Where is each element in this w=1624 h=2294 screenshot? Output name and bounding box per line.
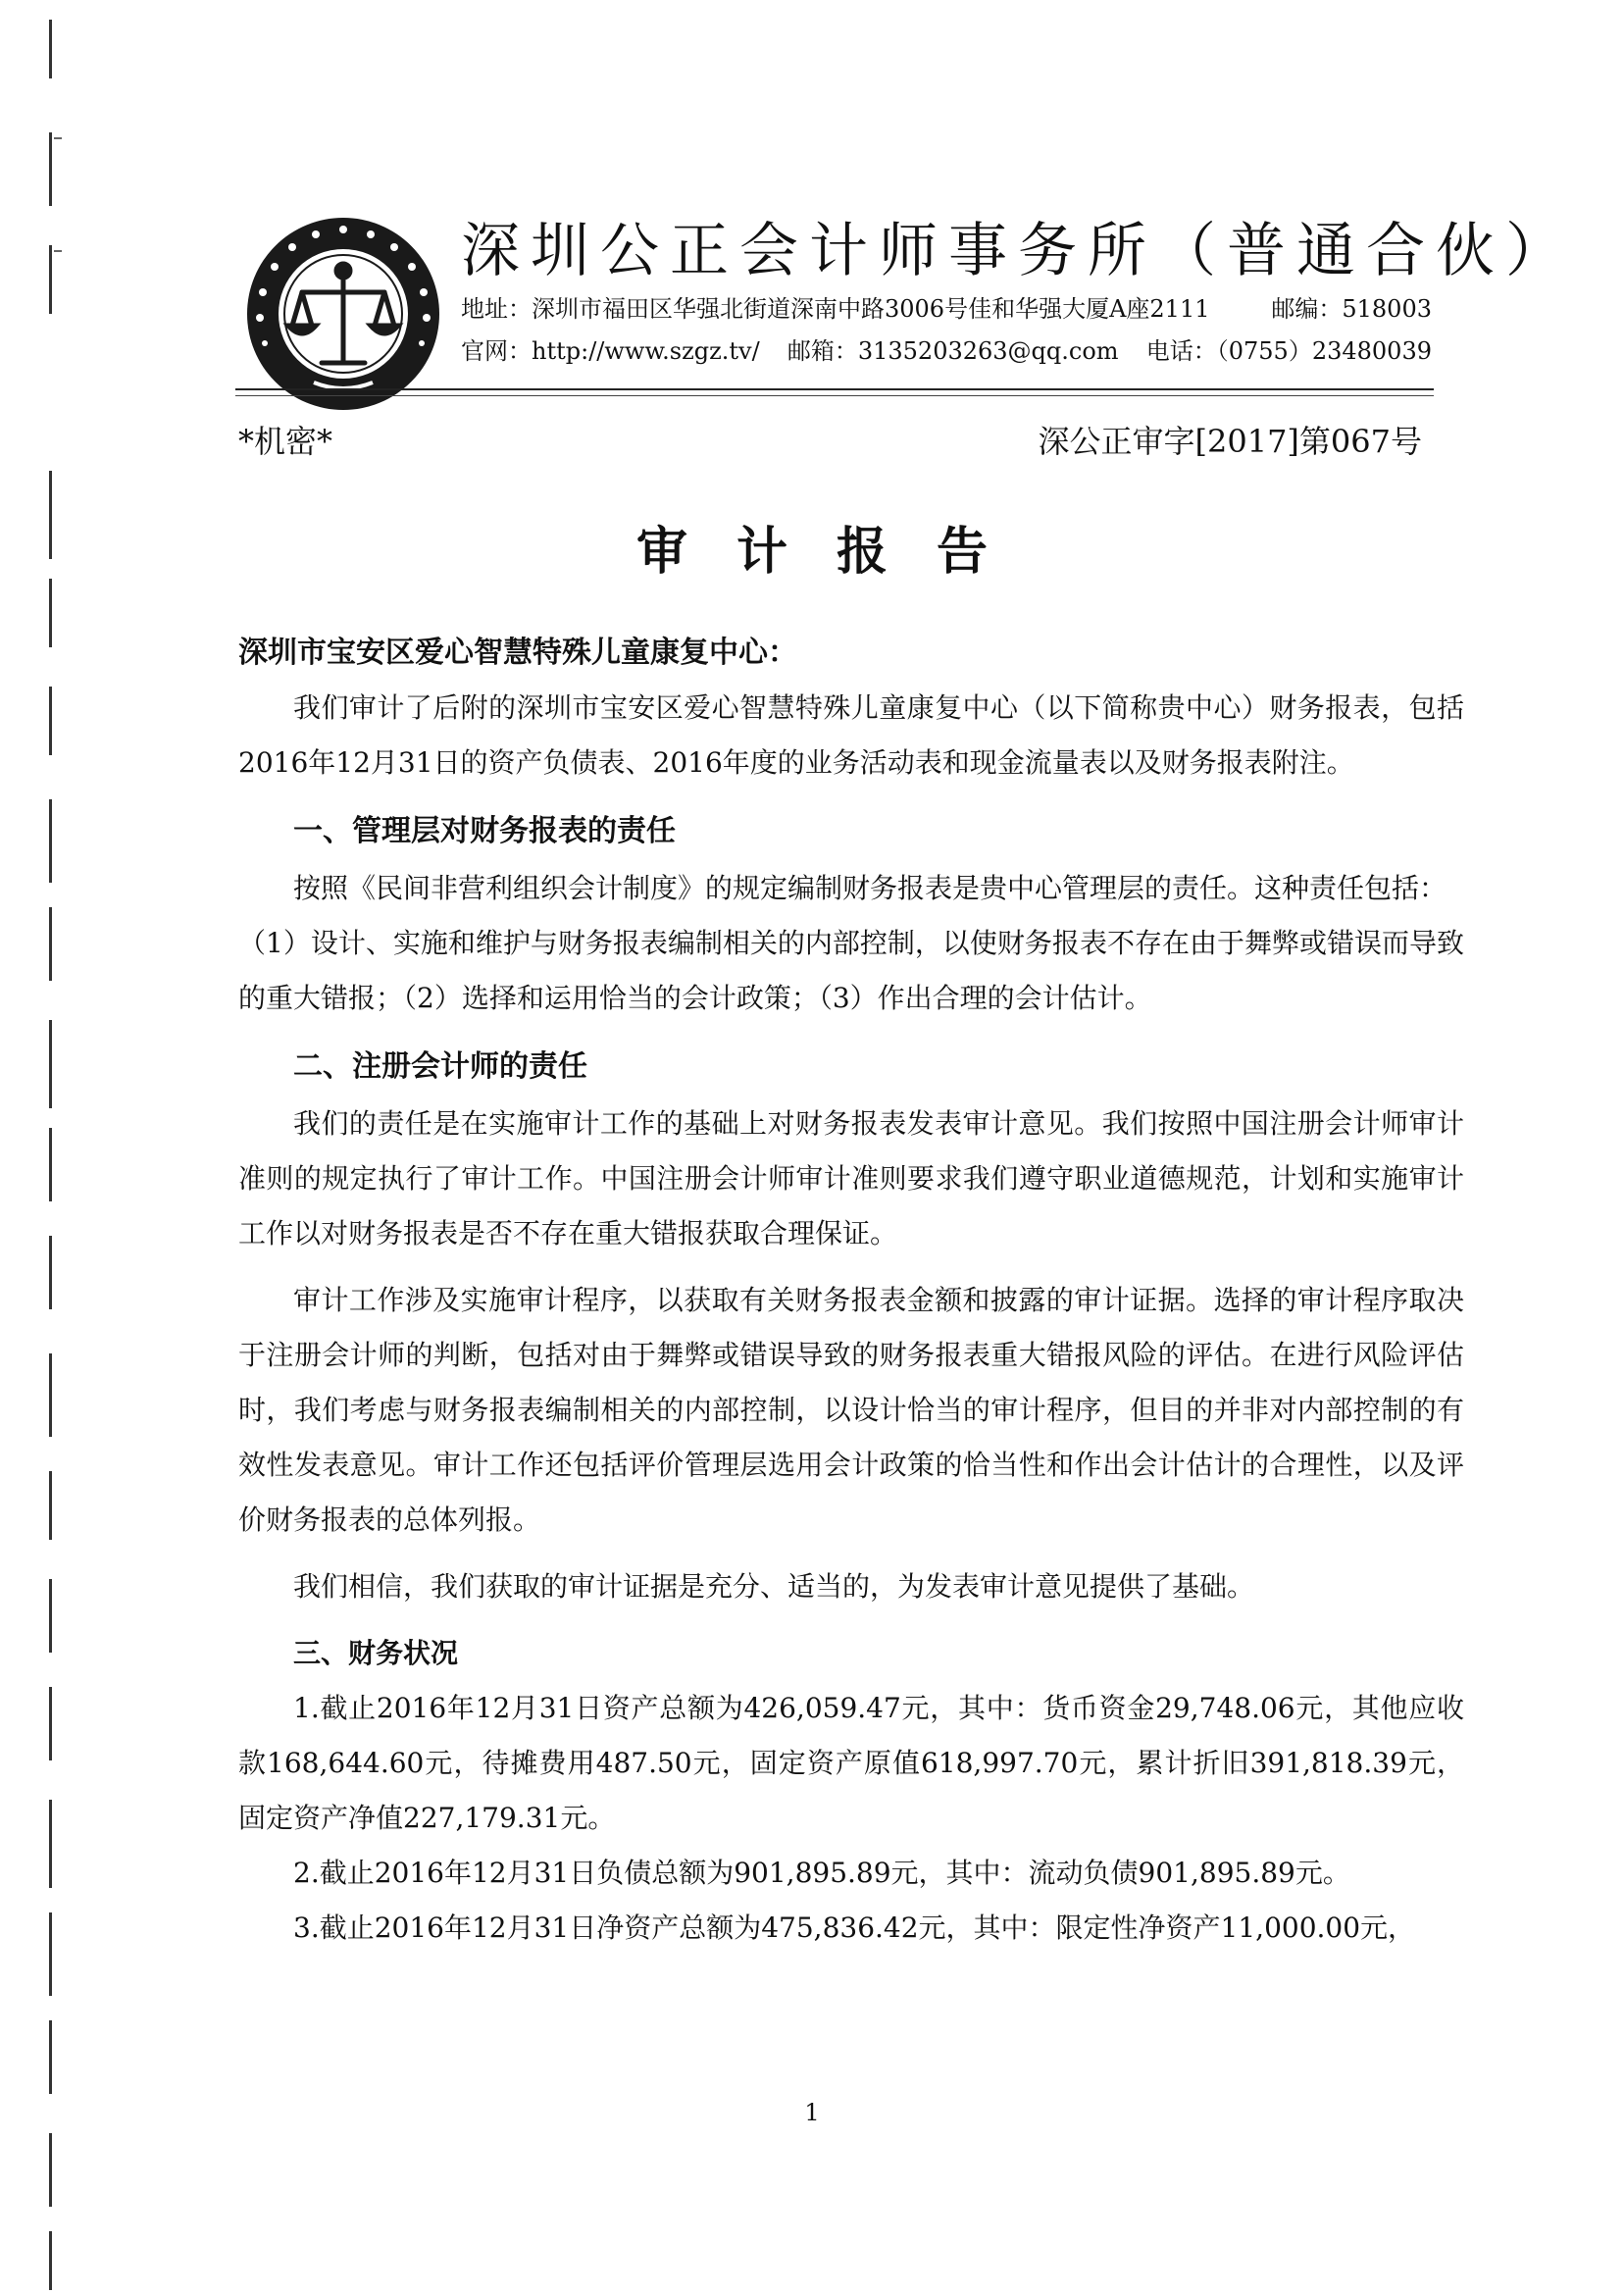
section-paragraph: 审计工作涉及实施审计程序，以获取有关财务报表金额和披露的审计证据。选择的审计程序取决于注册会计师的判断，包括对由于舞弊或错误导致的财务报表重大错报风险的评估。在进行风险评估时，我们考虑与财务报表编制相关的内部控制，以设计恰当的审计程序，但目的并非对内部控制的有效性发表意见。审计工作还包括评价管理层选用会计政策的恰当性和作出会计估计的合理性，以及评价财务报表的总体列报。 <box>238 1284 1464 1536</box>
document-title: 审计报告 <box>635 523 1037 582</box>
firm-website: 官网：http://www.szgz.tv/ <box>461 337 760 365</box>
section-paragraph: （1）设计、实施和维护与财务报表编制相关的内部控制，以使财务报表不存在由于舞弊或错误而导致的重大错报；（2）选择和运用恰当的会计政策；（3）作出合理的会计估计。 <box>238 927 1464 1014</box>
firm-postcode: 邮编：518003 <box>1271 295 1432 323</box>
page-number: 1 <box>804 2099 820 2126</box>
section-heading: 二、注册会计师的责任 <box>293 1049 587 1084</box>
reference-number: 深公正审字[2017]第067号 <box>1038 423 1422 460</box>
header-divider <box>235 388 1434 390</box>
report-body <box>238 626 1464 1956</box>
financial-item: 1.截止2016年12月31日资产总额为426,059.47元，其中：货币资金29,748.06元，其他应收款168,644.60元，待摊费用487.50元，固定资产原值618,997.70元，累计折旧391,818.39元，固定资产净值227,179.31元。 <box>238 1692 1464 1834</box>
section-heading: 三、财务状况 <box>293 1637 459 1669</box>
section-paragraph: 按照《民间非营利组织会计制度》的规定编制财务报表是贵中心管理层的责任。这种责任包括： <box>293 872 1447 904</box>
header-divider-thin <box>235 395 1434 396</box>
financial-item: 2.截止2016年12月31日负债总额为901,895.89元，其中：流动负债901,895.89元。 <box>293 1857 1350 1889</box>
firm-name: 深圳公正会计师事务所（普通合伙） <box>461 217 1575 285</box>
intro-paragraph: 我们审计了后附的深圳市宝安区爱心智慧特殊儿童康复中心（以下简称贵中心）财务报表，包括2016年12月31日的资产负债表、2016年度的业务活动表和现金流量表以及财务报表附注。 <box>238 691 1464 779</box>
confidential-mark: *机密* <box>238 423 333 460</box>
section-paragraph: 我们的责任是在实施审计工作的基础上对财务报表发表审计意见。我们按照中国注册会计师审计准则的规定执行了审计工作。中国注册会计师审计准则要求我们遵守职业道德规范，计划和实施审计工作以对财务报表是否不存在重大错报获取合理保证。 <box>238 1107 1464 1249</box>
addressee: 深圳市宝安区爱心智慧特殊儿童康复中心： <box>238 636 797 670</box>
firm-address: 地址：深圳市福田区华强北街道深南中路3006号佳和华强大厦A座2111 <box>461 295 1210 323</box>
financial-item: 3.截止2016年12月31日净资产总额为475,836.42元，其中：限定性净资产11,000.00元， <box>293 1912 1416 1944</box>
firm-email: 邮箱：3135203263@qq.com <box>787 337 1119 365</box>
contact-row-address <box>461 289 1432 324</box>
contact-row-web <box>461 331 1432 366</box>
firm-phone: 电话：（0755）23480039 <box>1145 337 1432 365</box>
section-paragraph: 我们相信，我们获取的审计证据是充分、适当的，为发表审计意见提供了基础。 <box>293 1570 1255 1603</box>
section-heading: 一、管理层对财务报表的责任 <box>293 814 676 848</box>
firm-logo-icon <box>245 216 441 412</box>
